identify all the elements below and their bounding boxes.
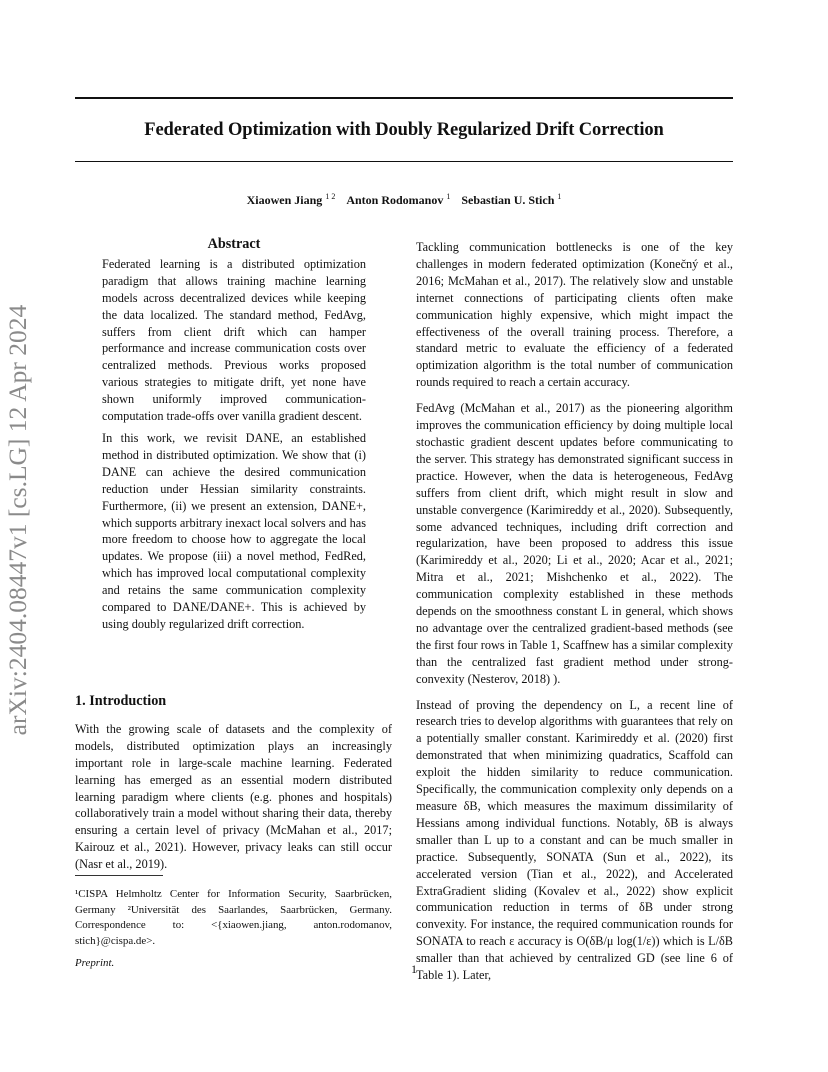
author: Sebastian U. Stich $^1$ <box>461 192 562 207</box>
body-paragraph: FedAvg (McMahan et al., 2017) as the pioneering algorithm improves the communication efficiency by doing multiple local stochastic gradient descent updates before communicating to the server. This strategy has demonstrated significant success in practice. However, when the data is heterogeneous, FedAvg suffers from client drift, which might result in slow and unstable convergence (Karimireddy et al., 2020). Subsequently, some advanced techniques, including drift correction and regularization, have been proposed to address this issue (Karimireddy et al., 2020; Li et al., 2020; Acar et al., 2021; Mitra et al., 2021; Mishchenko et al., 2022). The communication complexity established in these methods depends on the smoothness constant L in general, which shows no advantage over the centralized gradient-based methods (see the first four rows in Table 1, Scaffnew has a similar complexity than the centralized fast gradient method under strong-convexity (Nesterov, 2018) ). <box>416 401 733 686</box>
section-heading: 1. Introduction <box>75 693 167 709</box>
page-number: 1 <box>411 962 417 976</box>
right-column <box>416 239 733 993</box>
body-paragraph: Instead of proving the dependency on L, a recent line of research tries to develop algorithms with guarantees that rely on a potentially smaller constant. Karimireddy et al. (2020) first demonstrated that when minimizing quadratics, Scaffold can exploit the hidden similarity to reduce communication. Specifically, the communication complexity only depends on a measure δB, which measures the maximum dissimilarity of Hessians among individual functions. Notably, δB is always smaller than L up to a constant and can be much smaller in practice. Subsequently, SONATA (Sun et al., 2022), its accelerated version (Tian et al., 2022), and Accelerated ExtraGradient sliding (Kovalev et al., 2022) show explicit communication reduction in terms of δB under strong convexity. For instance, the required communication rounds for SONATA to reach ε accuracy is O(δB/μ log(1/ε)) which is L/δB smaller than that achieved by centralized GD (see line 6 of Table 1). Later, <box>416 697 733 983</box>
introduction-section <box>75 693 392 878</box>
abstract-paragraph: In this work, we revisit DANE, an established method in distributed optimization. We show that (i) DANE can achieve the desired communication reduction under Hessian similarity constraints. Furthermore, (ii) we present an extension, DANE+, which supports arbitrary inexact local solvers and has more freedom to choose how to aggregate the local updates. We propose (iii) a novel method, FedRed, which has improved local computational complexity and retains the same communication complexity compared to DANE/DANE+. This is achieved by using doubly regularized drift correction. <box>102 430 366 631</box>
preprint-label: Preprint. <box>75 957 115 969</box>
paper-title: Federated Optimization with Doubly Regularized Drift Correction <box>144 120 664 140</box>
author-list <box>75 192 733 208</box>
title-bottom-rule <box>75 161 733 162</box>
abstract-section <box>102 236 366 638</box>
abstract-heading: Abstract <box>207 236 261 252</box>
body-paragraph: Tackling communication bottlenecks is one of the key challenges in modern federated optimization (Konečný et al., 2016; McMahan et al., 2017). The relatively slow and unstable internet connections of participating clients often make communication highly expensive, which might impact the effectiveness of the overall training process. Therefore, a standard metric to evaluate the efficiency of a federated optimization algorithm is the total number of communication rounds required to reach a certain accuracy. <box>416 240 733 390</box>
author: Anton Rodomanov $^1$ <box>346 192 451 207</box>
abstract-paragraph: Federated learning is a distributed optimization paradigm that allows training machine learning models across decentralized devices while keeping the data localized. The standard method, FedAvg, suffers from client drift which can hamper performance and increase communication costs over centralized methods. Previous works proposed various strategies to mitigate drift, yet none have shown uniformly improved communication-computation trade-offs over vanilla gradient descent. <box>102 256 366 424</box>
intro-paragraph: With the growing scale of datasets and the complexity of models, distributed optimization plays an increasingly important role in large-scale machine learning. Federated learning has emerged as an essential modern distributed learning paradigm where clients (e.g. phones and hospitals) collaboratively train a model without sharing their data, thereby ensuring a certain level of privacy (McMahan et al., 2017; Kairouz et al., 2021). However, privacy leaks can still occur (Nasr et al., 2019). <box>75 721 392 872</box>
affiliation-footnote: ¹CISPA Helmholtz Center for Information Security, Saarbrücken, Germany ²Universität des Saarlandes, Saarbrücken, Germany. Correspondence to: <{xiaowen.jiang, anton.rodomanov, stich}@cispa.de>. <box>75 888 392 947</box>
author: Xiaowen Jiang $^{1 2}$ <box>246 192 336 207</box>
footnote-rule <box>75 875 163 876</box>
top-rule <box>75 97 733 99</box>
